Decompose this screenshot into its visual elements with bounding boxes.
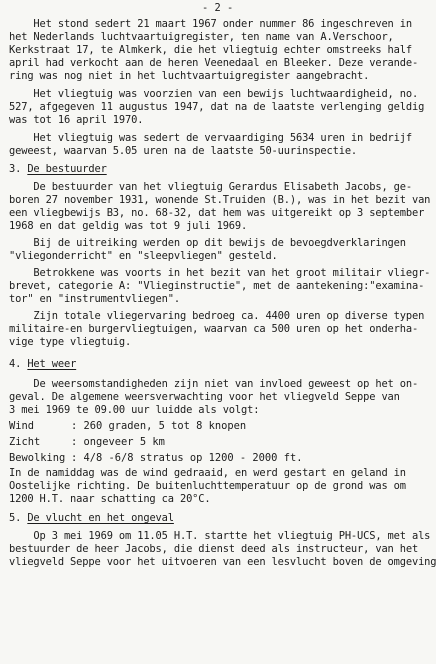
text-line: Kerkstraat 17, te Almkerk, die het vliegtuig echter omstreeks half: [9, 44, 412, 56]
text-line: brevet, categorie A: "Vlieginstructie", met de aantekening:"examina-: [9, 280, 425, 292]
text-line: 1200 H.T. naar schatting ca 20°C.: [9, 493, 211, 505]
text-line: 3 mei 1969 te 09.00 uur luidde als volgt:: [9, 404, 260, 416]
text-line: boren 27 november 1931, wonende St.Truiden (B.), was in het bezit van: [9, 194, 431, 206]
weather-value: : ongeveer 5 km: [71, 436, 165, 448]
text-line: Op 3 mei 1969 om 11.05 H.T. startte het vliegtuig PH-UCS, met als: [9, 530, 431, 542]
weather-row-wind: [9, 420, 246, 433]
section-heading-weer: [9, 358, 76, 371]
text-line: militaire-en burgervliegtuigen, waarvan ca 500 uren op het onderha-: [9, 323, 419, 335]
text-line: april had verkocht aan de heren Veenedaal en Bleeker. Deze verande-: [9, 57, 419, 69]
text-line: vliegveld Seppe voor het uitvoeren van een lesvlucht boven de omgeving: [9, 556, 436, 568]
text-line: het Nederlands luchtvaartuigregister, ten name van A.Verschoor,: [9, 31, 394, 43]
weather-row-bewolking: [9, 452, 302, 465]
text-line: bestuurder de heer Jacobs, die dienst deed als instructeur, van het: [9, 543, 419, 555]
section-heading-vlucht: [9, 512, 174, 525]
text-line: Het vliegtuig was sedert de vervaardiging 5634 uren in bedrijf: [9, 132, 412, 144]
text-line: geweest, waarvan 5.05 uren na de laatste 50-uurinspectie.: [9, 145, 358, 157]
text-line: Betrokkene was voorts in het bezit van het groot militair vliegr-: [9, 267, 431, 279]
text-line: tor" en "instrumentvliegen".: [9, 293, 180, 305]
section-title: De bestuurder: [27, 163, 107, 175]
page-number: - 2 -: [202, 2, 234, 14]
weather-label: Bewolking: [9, 452, 66, 464]
text-line: "vliegonderricht" en "sleepvliegen" gesteld.: [9, 250, 278, 262]
text-line: Oostelijke richting. De buitenluchttemperatuur op de grond was om: [9, 480, 406, 492]
text-line: Bij de uitreiking werden op dit bewijs de bevoegdverklaringen: [9, 237, 406, 249]
text-line: een vliegbewijs B3, no. 68-32, dat hem was uitgereikt op 3 september: [9, 207, 425, 219]
section-heading-bestuurder: [9, 163, 107, 176]
weather-label: Zicht: [9, 436, 41, 448]
section-number: 3.: [9, 163, 22, 175]
text-line: geval. De algemene weersverwachting voor het vliegveld Seppe van: [9, 391, 400, 403]
section-title: De vlucht en het ongeval: [27, 512, 174, 524]
text-line: Het stond sedert 21 maart 1967 onder nummer 86 ingeschreven in: [9, 18, 412, 30]
section-number: 4.: [9, 358, 22, 370]
weather-value: : 4/8 -6/8 stratus op 1200 - 2000 ft.: [71, 452, 303, 464]
weather-value: : 260 graden, 5 tot 8 knopen: [71, 420, 247, 432]
text-line: Het vliegtuig was voorzien van een bewijs luchtwaardigheid, no.: [9, 88, 419, 100]
text-line: In de namiddag was de wind gedraaid, en werd gestart en geland in: [9, 467, 406, 479]
text-line: Zijn totale vliegervaring bedroeg ca. 4400 uren op diverse typen: [9, 310, 425, 322]
text-line: 1968 en dat geldig was tot 9 juli 1969.: [9, 220, 248, 232]
text-line: ring was nog niet in het luchtvaartuigregister aangebracht.: [9, 70, 370, 82]
text-line: was tot 16 april 1970.: [9, 114, 144, 126]
text-line: De weersomstandigheden zijn niet van invloed geweest op het on-: [9, 378, 419, 390]
weather-label: Wind: [9, 420, 35, 432]
weather-row-zicht: [9, 436, 165, 449]
section-title: Het weer: [27, 358, 77, 370]
text-line: 527, afgegeven 11 augustus 1947, dat na de laatste verlenging geldig: [9, 101, 425, 113]
text-line: De bestuurder van het vliegtuig Gerardus Elisabeth Jacobs, ge-: [9, 181, 412, 193]
section-number: 5.: [9, 512, 22, 524]
text-line: vige type vliegtuig.: [9, 336, 132, 348]
